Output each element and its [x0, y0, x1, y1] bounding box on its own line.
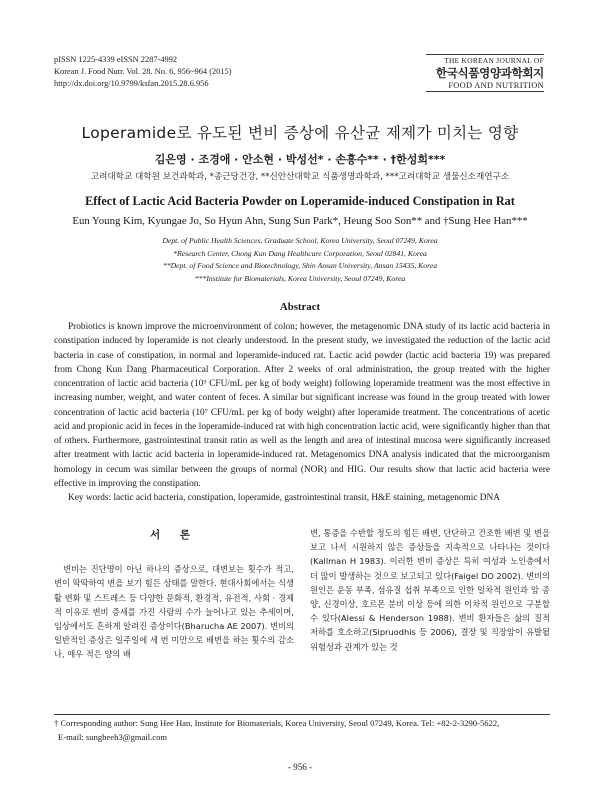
affiliation-line: *Research Center, Chong Kun Dang Healthcare Corporation, Seoul 02841, Korea — [173, 248, 427, 258]
title-english: Effect of Lactic Acid Bacteria Powder on Loperamide-induced Constipation in Rat — [85, 194, 515, 208]
journal-masthead — [426, 54, 544, 92]
footnote — [54, 717, 550, 744]
section-heading-introduction: 서 론 — [150, 529, 198, 541]
issn: pISSN 1225-4339 eISSN 2287-4992 — [54, 55, 178, 64]
masthead-rule-bottom — [426, 91, 544, 92]
affiliations-korean: 고려대학교 대학원 보건과학과, *종근당건강, **신안산대학교 식품생명과학과, ***고려대학교 생물신소재연구소 — [90, 172, 510, 182]
citation: Korean J. Food Nutr. Vol. 28. No. 6, 956~964 (2015) — [54, 67, 232, 76]
abstract-heading: Abstract — [279, 301, 321, 313]
authors-korean: 김은영 · 조경애 · 안소현 · 박성선* · 손흥수** · †한성희*** — [154, 153, 446, 166]
body-column-right — [310, 526, 550, 654]
journal-ko: 한국식품영양과학회지 — [435, 66, 544, 80]
citation-block — [54, 54, 232, 90]
page-number: - 956 - — [288, 762, 312, 772]
keywords: Key words: lactic acid bacteria, constipation, loperamide, gastrointestinal transit, H&E staining, metagenomic DNA — [68, 493, 500, 503]
body-paragraph: 변, 통증을 수반할 정도의 힘든 배변, 단단하고 건조한 배변 및 변을 보고 나서 시원하지 않은 증상들을 지속적으로 나타나는 것이다(Kallman H 1983). 이러한 변비 증상은 특히 여성과 노인층에서 더 많이 발생하는 것으로 보고되고 있다(Faigel DO 2002). 변비의 원인은 운동 부족, 섬유질 섭취 부족으로 인한 일차적 원인과 암 종양, 신경이상, 호르몬 분비 이상 등에 의한 이차적 원인으로 구분할 수 있다(Alessi & Henderson 1988). 변비 환자들은 삶의 질적 저하를 호소하고(Sipruodhis 등 2006), 결장 및 직장암이 유발될 위험성과 관계가 있는 것 — [310, 528, 550, 652]
footnote-email[interactable]: E-mail: sungheeh3@gmail.com — [58, 731, 168, 742]
affiliations-english — [0, 235, 600, 285]
affiliation-line: **Dept. of Food Science and Biotechnology, Shin Ansan University, Ansan 15435, Korea — [162, 261, 438, 271]
journal-en-bottom: FOOD AND NUTRITION — [448, 81, 544, 90]
title-korean: Loperamide로 유도된 변비 증상에 유산균 제제가 미치는 영향 — [81, 124, 519, 142]
abstract-text: Probiotics is known improve the microenvironment of colon; however, the metagenomic DNA study of its lactic acid bacteria in constipation induced by loperamide is not clearly understood. In the present study, we investigated the reduction of the lactic acid bacteria in case of constipation, in normal and loperamide-induced rat. Lactic acid powder (lactic acid bacteria 19) was prepared from Chong Kun Dang Pharmaceutical Corporation. After 2 weeks of oral administration, the group treated with the higher concentration of lactic acid bacteria (10⁹ CFU/mL per kg of body weight) following loperamide treatment was the most effective in increasing number, weight, and water content of feces. A similar but significant increase was found in the group treated with lower concentration of lactic acid bacteria (10⁷ CFU/mL per kg of body weight) after loperamide treatment. The concentrations of acetic acid and propionic acid in feces in the loperamide-induced rat with high concentration lactic acid, were significantly higher than that of others. Furthermore, gastrointestinal transit ratio as well as the length and area of intestinal mucosa were significantly increased after treatment with lactic acid bacteria in loperamide-induced rat. Metagenomics DNA analysis indicated that the microorganism homology in cecum was similar between the groups of normal (NOR) and HIG. Our results show that lactic acid bacteria were effective in improving the constipation. — [54, 322, 550, 489]
affiliation-line: Dept. of Public Health Sciences, Graduate School, Korea University, Seoul 07249, Korea — [162, 236, 438, 245]
body-paragraph: 변비는 진단명이 아닌 하나의 증상으로, 대변보는 횟수가 적고, 변이 딱딱하여 변을 보기 힘든 상태를 말한다. 현대사회에서는 식생활 변화 및 스트레스 등 다양한 문화적, 환경적, 유전적, 사회 · 경제적 이유로 변비 증세를 가진 사람의 수가 늘어나고 있는 추세이며, 임상에서도 흔하게 알려진 증상이다(Bharucha AE 2007). 변비의 일반적인 증상은 일주일에 세 번 미만으로 배변을 하는 횟수의 감소나, 매우 적은 양의 배 — [54, 564, 294, 660]
journal-en-top: THE KOREAN JOURNAL OF — [444, 56, 544, 65]
authors-english: Eun Young Kim, Kyungae Jo, So Hyun Ahn, Sung Sun Park*, Heung Soo Son** and †Sung Hee Han*** — [72, 215, 528, 227]
doi-link[interactable]: http://dx.doi.org/10.9799/ksfan.2015.28.6.956 — [54, 79, 209, 88]
body-column-left — [54, 526, 294, 662]
footnote-divider — [54, 714, 550, 715]
abstract — [54, 320, 550, 505]
footnote-line: † Corresponding author: Sung Hee Han, Institute for Biomaterials, Korea University, Seoul 07249, Korea. Tel: +82-2-3290-5622, — [54, 718, 500, 728]
affiliation-line: ***Institute for Biomaterials, Korea University, Seoul 07249, Korea — [194, 273, 406, 283]
